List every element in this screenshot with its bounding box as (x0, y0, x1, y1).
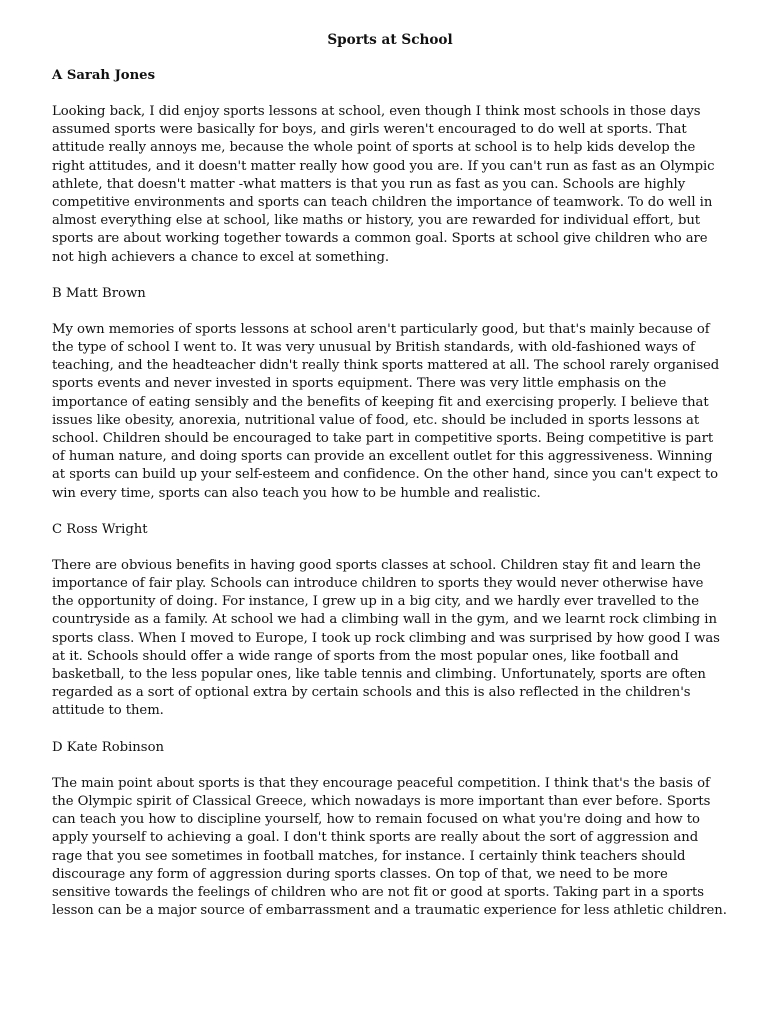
document-page (52, 30, 728, 920)
section-sarah-jones (52, 66, 728, 267)
section-heading-matt-brown: B Matt Brown (52, 285, 146, 301)
section-ross-wright (52, 520, 728, 721)
section-heading-ross-wright: C Ross Wright (52, 521, 148, 537)
section-body-matt-brown: My own memories of sports lessons at school aren't particularly good, but that's mainly because of the type of school I went to. It was very unusual by British standards, with old-fashioned ways of teaching, and the headteacher didn't really think sports mattered at all. The school rarely organised sports events and never invested in sports equipment. There was very little emphasis on the importance of eating sensibly and the benefits of keeping fit and exercising properly. I believe that issues like obesity, anorexia, nutritional value of food, etc. should be included in sports lessons at school. Children should be encouraged to take part in competitive sports. Being competitive is part of human nature, and doing sports can provide an excellent outlet for this aggressiveness. Winning at sports can build up your self-esteem and confidence. On the other hand, since you can't expect to win every time, sports can also teach you how to be humble and realistic. (52, 321, 720, 501)
section-body-ross-wright: There are obvious benefits in having good sports classes at school. Children stay fit and learn the importance of fair play. Schools can introduce children to sports they would never otherwise have the opportunity of doing. For instance, I grew up in a big city, and we hardly ever travelled to the countryside as a family. At school we had a climbing wall in the gym, and we learnt rock climbing in sports class. When I moved to Europe, I took up rock climbing and was surprised by how good I was at it. Schools should offer a wide range of sports from the most popular ones, like football and basketball, to the less popular ones, like table tennis and climbing. Unfortunately, sports are often regarded as a sort of optional extra by certain schools and this is also reflected in the children's attitude to them. (52, 557, 720, 719)
section-body-kate-robinson: The main point about sports is that they encourage peaceful competition. I think that's the basis of the Olympic spirit of Classical Greece, which nowadays is more important than ever before. Sports can teach you how to discipline yourself, how to remain focused on what you're doing and how to apply yourself to achieving a goal. I don't think sports are really about the sort of aggression and rage that you see sometimes in football matches, for instance. I certainly think teachers should discourage any form of aggression during sports classes. On top of that, we need to be more sensitive towards the feelings of children who are not fit or good at sports. Taking part in a sports lesson can be a major source of embarrassment and a traumatic experience for less athletic children. (52, 775, 727, 919)
document-title: Sports at School (327, 32, 453, 48)
section-heading-sarah-jones: A Sarah Jones (52, 68, 156, 83)
section-matt-brown (52, 284, 728, 503)
section-heading-kate-robinson: D Kate Robinson (52, 739, 164, 755)
section-body-sarah-jones: Looking back, I did enjoy sports lessons at school, even though I think most schools in those days assumed sports were basically for boys, and girls weren't encouraged to do well at sports. That attitude really annoys me, because the whole point of sports at school is to help kids develop the right attitudes, and it doesn't matter really how good you are. If you can't run as fast as an Olympic athlete, that doesn't matter -what matters is that you run as fast as you can. Schools are highly competitive environments and sports can teach children the importance of teamwork. To do well in almost everything else at school, like maths or history, you are rewarded for individual effort, but sports are about working together towards a common goal. Sports at school give children who are not high achievers a chance to excel at something. (52, 104, 715, 265)
section-kate-robinson (52, 738, 728, 921)
